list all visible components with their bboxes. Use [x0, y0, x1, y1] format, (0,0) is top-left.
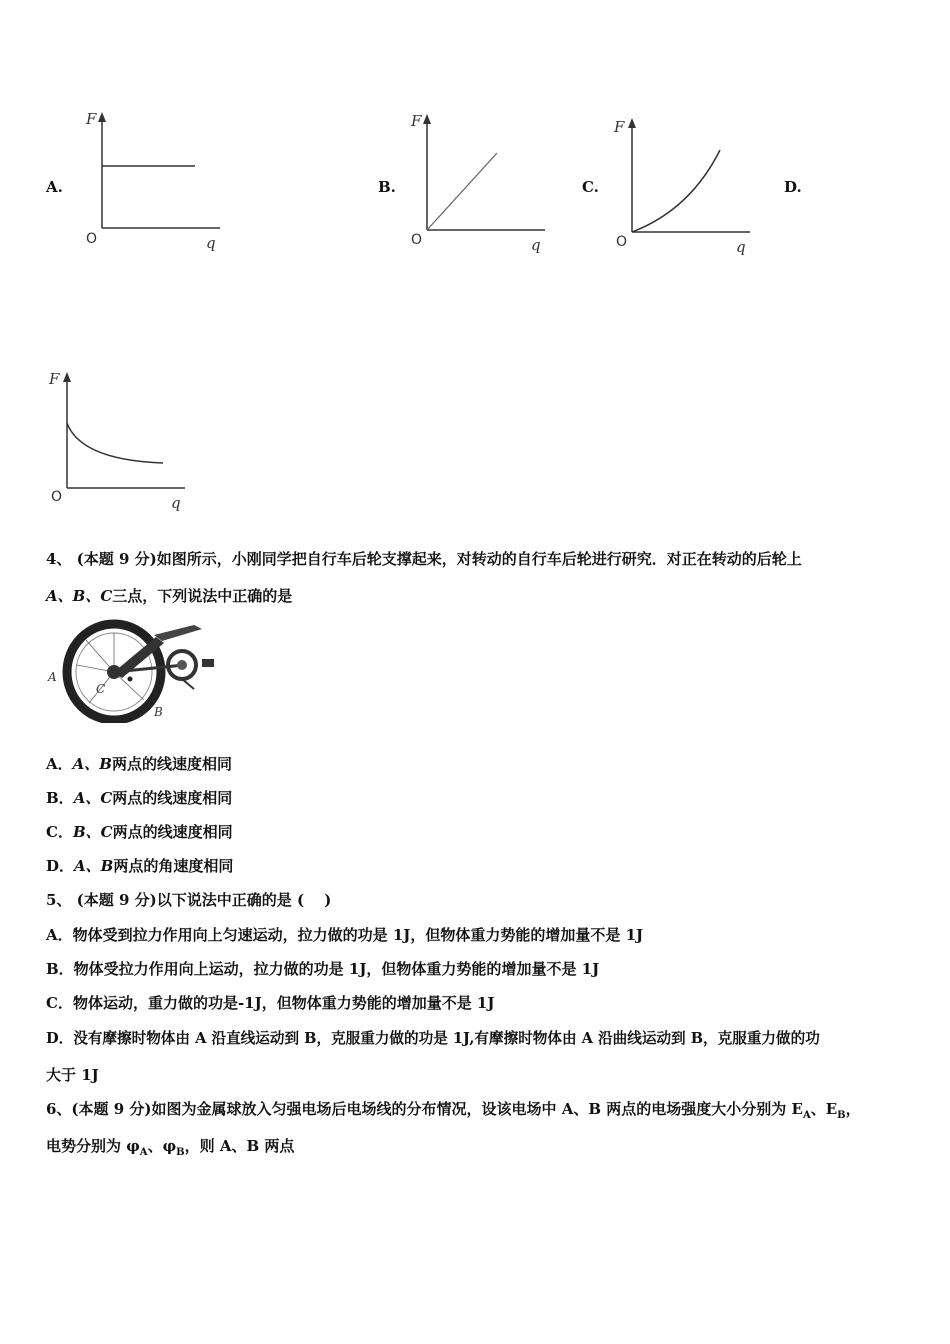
- option-c-label: C.: [582, 178, 599, 196]
- graph-b-linear: [405, 110, 555, 255]
- graph-c-increasing-curve: [610, 112, 760, 257]
- axis-label-f: F: [49, 370, 60, 388]
- question-6-stem: 6、(本题 9 分)如图为金属球放入匀强电场后电场线的分布情况，设该电场中 A、B 两点的电场强度大小分别为 $E_A$、$E_B$，: [46, 1100, 861, 1121]
- question-5-option-c[interactable]: C．物体运动，重力做的功是-1J，但物体重力势能的增加量不是 1J: [46, 994, 495, 1012]
- question-4-option-a[interactable]: A．A、B两点的线速度相同: [46, 755, 232, 773]
- question-5-option-d-cont: 大于 1J: [46, 1066, 99, 1084]
- axis-label-f: F: [411, 112, 422, 130]
- origin-label: O: [616, 234, 628, 250]
- axis-label-f: F: [614, 118, 625, 136]
- origin-label: O: [86, 231, 98, 247]
- graph-d-decreasing-curve: [45, 368, 205, 513]
- option-b-label: B.: [378, 178, 396, 196]
- question-5-stem: 5、 (本题 9 分)以下说法中正确的是 ( ): [46, 891, 332, 909]
- question-5-option-d[interactable]: D．没有摩擦时物体由 A 沿直线运动到 B，克服重力做的功是 1J,有摩擦时物体由 A 沿曲线运动到 B，克服重力做的功: [46, 1030, 820, 1047]
- question-5-option-b[interactable]: B．物体受拉力作用向上运动，拉力做的功是 1J，但物体重力势能的增加量不是 1J: [46, 960, 600, 978]
- question-5-option-a[interactable]: A．物体受到拉力作用向上匀速运动，拉力做的功是 1J，但物体重力势能的增加量不是 1J: [46, 926, 644, 944]
- axis-label-q: q: [171, 494, 181, 512]
- axis-label-q: q: [206, 234, 216, 252]
- question-4-stem-line2: A、B、C三点，下列说法中正确的是: [46, 587, 293, 605]
- option-d-label: D.: [784, 178, 802, 196]
- point-c-label: C: [96, 682, 106, 696]
- question-4-option-d[interactable]: D．A、B两点的角速度相同: [46, 857, 234, 875]
- question-4-option-b[interactable]: B．A、C两点的线速度相同: [46, 789, 233, 807]
- bicycle-wheel-figure: [44, 615, 219, 723]
- question-4-stem: 4、 (本题 9 分)如图所示，小刚同学把自行车后轮支撑起来，对转动的自行车后轮进行研究．对正在转动的后轮上: [46, 550, 802, 568]
- graph-a-constant: [80, 108, 230, 253]
- option-a-label: A.: [46, 178, 63, 196]
- axis-label-f: F: [86, 110, 97, 128]
- axis-label-q: q: [736, 238, 746, 256]
- axis-label-q: q: [531, 236, 541, 254]
- origin-label: O: [411, 232, 423, 248]
- point-b-label: B: [154, 705, 163, 719]
- question-4-option-c[interactable]: C．B、C两点的线速度相同: [46, 823, 233, 841]
- point-a-label: A: [48, 670, 57, 684]
- origin-label: O: [51, 489, 63, 505]
- question-6-stem-line2: 电势分别为 $\varphi_A$、$\varphi_B$，则 A、B 两点: [46, 1137, 295, 1158]
